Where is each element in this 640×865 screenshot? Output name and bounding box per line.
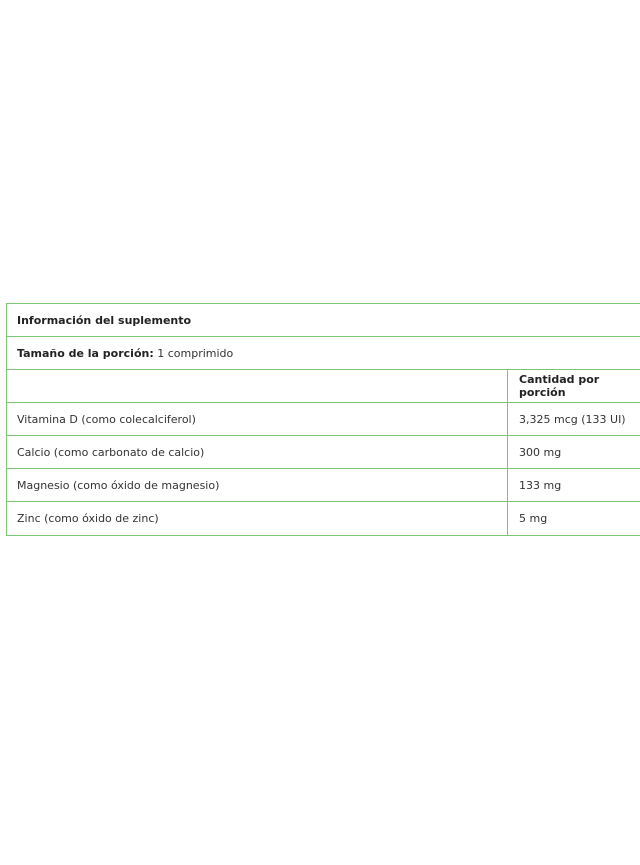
- amount-per-serving-header: Cantidad por porción: [519, 373, 600, 399]
- nutrient-name-cell: [7, 502, 508, 535]
- header-amount-cell: [508, 370, 640, 402]
- header-name-cell: [7, 370, 508, 402]
- nutrient-amount-cell: [508, 403, 640, 435]
- nutrient-amount-cell: [508, 469, 640, 501]
- nutrient-name: Calcio (como carbonato de calcio): [17, 445, 205, 459]
- table-row: [7, 502, 640, 535]
- nutrient-amount-cell: [508, 436, 640, 468]
- nutrient-amount-cell: [508, 502, 640, 535]
- serving-size-value: 1 comprimido: [153, 346, 234, 360]
- nutrient-amount: 300 mg: [519, 445, 562, 459]
- nutrient-name-cell: [7, 403, 508, 435]
- table-row: [7, 469, 640, 502]
- serving-size: [17, 347, 233, 360]
- table-row: [7, 403, 640, 436]
- supplement-facts-table: [6, 303, 640, 536]
- nutrient-amount: 3,325 mcg (133 UI): [519, 412, 626, 426]
- table-row: [7, 436, 640, 469]
- nutrient-name: Vitamina D (como colecalciferol): [17, 412, 196, 426]
- nutrient-name-cell: [7, 436, 508, 468]
- table-title-row: [7, 304, 640, 337]
- serving-size-label: Tamaño de la porción:: [17, 346, 154, 360]
- column-header-row: [7, 370, 640, 403]
- serving-size-row: [7, 337, 640, 370]
- nutrient-name: Magnesio (como óxido de magnesio): [17, 478, 220, 492]
- table-title: Información del suplemento: [17, 313, 192, 327]
- nutrient-amount: 5 mg: [519, 512, 548, 525]
- nutrient-name-cell: [7, 469, 508, 501]
- nutrient-amount: 133 mg: [519, 478, 562, 492]
- nutrient-name: Zinc (como óxido de zinc): [17, 512, 159, 525]
